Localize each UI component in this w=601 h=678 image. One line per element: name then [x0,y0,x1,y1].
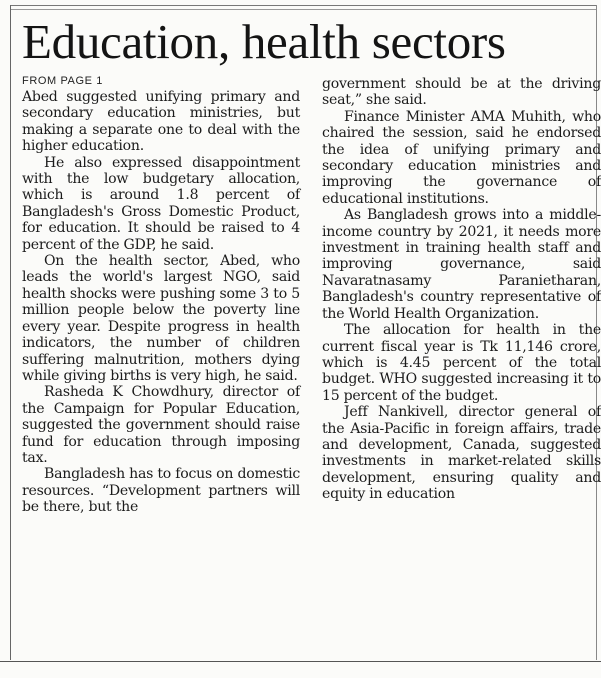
paragraph: Finance Minister AMA Muhith, who chaired the session, said he endorsed the idea of unifying primary and secondary education ministries and improving the governance of educational institutions. [322,108,601,207]
paragraph: Bangladesh has to focus on domestic resources. “Development partners will be there, but the [22,466,300,516]
article-column-left [22,74,300,516]
paragraph: The allocation for health in the current fiscal year is Tk 11,146 crore, which is 4.45 percent of the total budget. WHO suggested increasing it to 15 percent of the budget. [322,322,601,404]
bottom-rule [0,661,601,662]
paragraph: Rasheda K Chowdhury, director of the Campaign for Popular Education, suggested the government should raise fund for education through imposing tax. [22,384,300,466]
paragraph: He also expressed disappointment with the low budgetary allocation, which is around 1.8 percent of Bangladesh's Gross Domestic Product, for education. It should be raised to 4 percent of the GDP, he said. [22,154,300,253]
dateline: FROM PAGE 1 [22,75,103,87]
paragraph: Abed suggested unifying primary and secondary education ministries, but making a separate one to deal with the higher education. [22,89,300,155]
headline: Education, health sectors [22,14,506,69]
top-rule [10,5,597,10]
left-border [10,5,11,660]
paragraph: As Bangladesh grows into a middle-income country by 2021, it needs more investment in training health staff and improving governance, said Navaratnasamy Paranietharan, Bangladesh's country representative of the World Health Organization. [322,207,601,322]
paragraph: Jeff Nankivell, director general of the Asia-Pacific in foreign affairs, trade and development, Canada, suggested investments in market-related skills development, ensuring quality and equity in education [322,404,601,503]
paragraph: government should be at the driving seat,” she said. [322,76,601,109]
article-column-right [322,76,601,503]
paragraph: On the health sector, Abed, who leads the world's largest NGO, said health shocks were pushing some 3 to 5 million people below the poverty line every year. Despite progress in health indicators, the number of children suffering malnutrition, mothers dying while giving births is very high, he said. [22,253,300,384]
